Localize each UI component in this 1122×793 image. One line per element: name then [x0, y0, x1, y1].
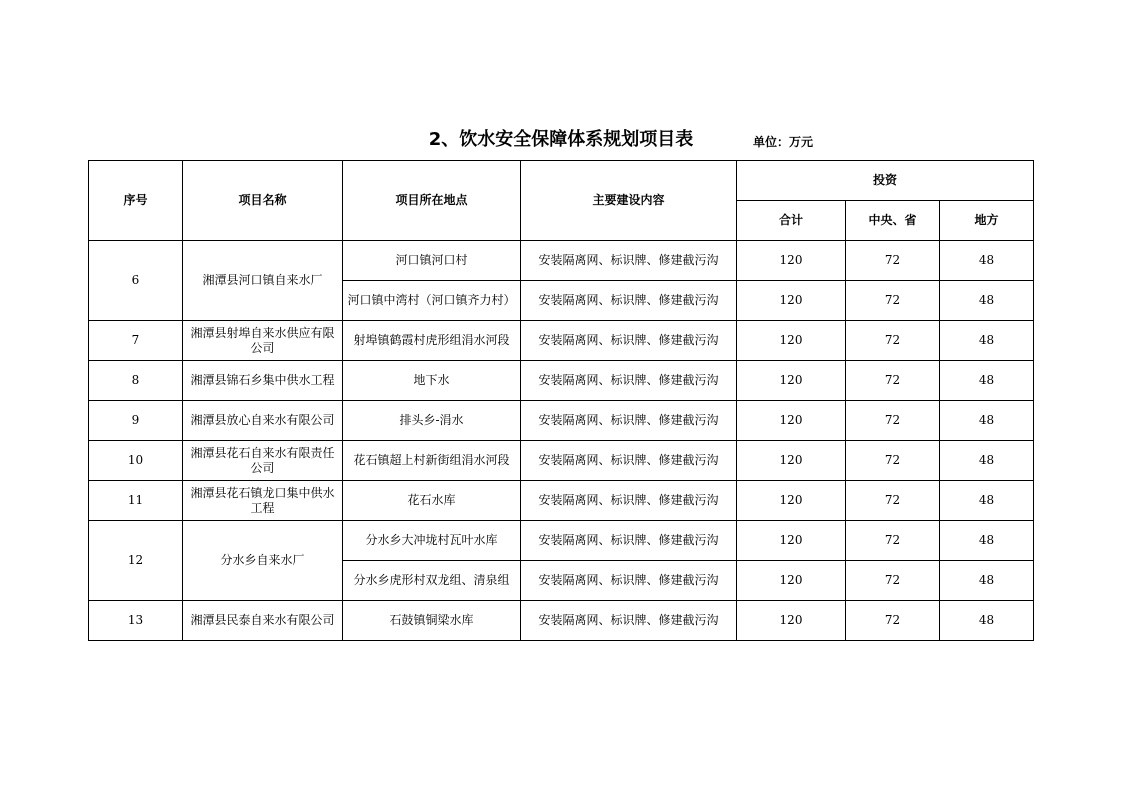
name-cell: 分水乡自来水厂: [183, 521, 343, 601]
central-cell: 72: [846, 321, 940, 361]
location-cell: 排头乡-涓水: [343, 401, 521, 441]
content-cell: 安装隔离网、标识牌、修建截污沟: [521, 401, 737, 441]
total-cell: 120: [737, 561, 846, 601]
seq-cell: 7: [89, 321, 183, 361]
name-cell: 湘潭县河口镇自来水厂: [183, 241, 343, 321]
name-cell: 湘潭县花石自来水有限责任公司: [183, 441, 343, 481]
content-cell: 安装隔离网、标识牌、修建截污沟: [521, 481, 737, 521]
local-cell: 48: [940, 361, 1034, 401]
header-seq: 序号: [89, 161, 183, 241]
table-row: [89, 601, 1034, 641]
header-row: [89, 161, 1034, 201]
central-cell: 72: [846, 401, 940, 441]
total-cell: 120: [737, 361, 846, 401]
table-row: [89, 521, 1034, 561]
central-cell: 72: [846, 281, 940, 321]
name-cell: 湘潭县民泰自来水有限公司: [183, 601, 343, 641]
table-row: [89, 401, 1034, 441]
central-cell: 72: [846, 561, 940, 601]
total-cell: 120: [737, 481, 846, 521]
table-row: [89, 481, 1034, 521]
content-cell: 安装隔离网、标识牌、修建截污沟: [521, 601, 737, 641]
local-cell: 48: [940, 481, 1034, 521]
header-local: 地方: [940, 201, 1034, 241]
content-cell: 安装隔离网、标识牌、修建截污沟: [521, 321, 737, 361]
local-cell: 48: [940, 521, 1034, 561]
central-cell: 72: [846, 481, 940, 521]
total-cell: 120: [737, 441, 846, 481]
header-total: 合计: [737, 201, 846, 241]
location-cell: 射埠镇鹤霞村虎形组涓水河段: [343, 321, 521, 361]
seq-cell: 6: [89, 241, 183, 321]
local-cell: 48: [940, 401, 1034, 441]
location-cell: 河口镇中湾村（河口镇齐力村）: [343, 281, 521, 321]
table-title: 2、饮水安全保障体系规划项目表: [428, 129, 694, 150]
total-cell: 120: [737, 601, 846, 641]
location-cell: 花石镇超上村新街组涓水河段: [343, 441, 521, 481]
total-cell: 120: [737, 401, 846, 441]
central-cell: 72: [846, 521, 940, 561]
central-cell: 72: [846, 601, 940, 641]
total-cell: 120: [737, 321, 846, 361]
name-cell: 湘潭县锦石乡集中供水工程: [183, 361, 343, 401]
central-cell: 72: [846, 361, 940, 401]
location-cell: 花石水库: [343, 481, 521, 521]
location-cell: 分水乡虎形村双龙组、清泉组: [343, 561, 521, 601]
name-cell: 湘潭县放心自来水有限公司: [183, 401, 343, 441]
content-cell: 安装隔离网、标识牌、修建截污沟: [521, 361, 737, 401]
seq-cell: 10: [89, 441, 183, 481]
central-cell: 72: [846, 241, 940, 281]
location-cell: 河口镇河口村: [343, 241, 521, 281]
local-cell: 48: [940, 601, 1034, 641]
header-name: 项目名称: [183, 161, 343, 241]
content-cell: 安装隔离网、标识牌、修建截污沟: [521, 561, 737, 601]
local-cell: 48: [940, 441, 1034, 481]
total-cell: 120: [737, 281, 846, 321]
content-cell: 安装隔离网、标识牌、修建截污沟: [521, 281, 737, 321]
seq-cell: 12: [89, 521, 183, 601]
content-cell: 安装隔离网、标识牌、修建截污沟: [521, 241, 737, 281]
content-cell: 安装隔离网、标识牌、修建截污沟: [521, 441, 737, 481]
total-cell: 120: [737, 521, 846, 561]
local-cell: 48: [940, 241, 1034, 281]
table-row: [89, 441, 1034, 481]
local-cell: 48: [940, 561, 1034, 601]
seq-cell: 8: [89, 361, 183, 401]
header-investment: 投资: [737, 161, 1034, 201]
header-location: 项目所在地点: [343, 161, 521, 241]
location-cell: 石鼓镇铜梁水库: [343, 601, 521, 641]
location-cell: 分水乡大冲垅村瓦叶水库: [343, 521, 521, 561]
header-content: 主要建设内容: [521, 161, 737, 241]
local-cell: 48: [940, 281, 1034, 321]
table-row: [89, 361, 1034, 401]
header-central: 中央、省: [846, 201, 940, 241]
seq-cell: 11: [89, 481, 183, 521]
name-cell: 湘潭县射埠自来水供应有限公司: [183, 321, 343, 361]
table-row: [89, 321, 1034, 361]
central-cell: 72: [846, 441, 940, 481]
content-cell: 安装隔离网、标识牌、修建截污沟: [521, 521, 737, 561]
table-row: [89, 241, 1034, 281]
unit-label: 单位：万元: [753, 135, 814, 149]
location-cell: 地下水: [343, 361, 521, 401]
seq-cell: 13: [89, 601, 183, 641]
project-table: [88, 160, 1034, 641]
name-cell: 湘潭县花石镇龙口集中供水工程: [183, 481, 343, 521]
total-cell: 120: [737, 241, 846, 281]
seq-cell: 9: [89, 401, 183, 441]
local-cell: 48: [940, 321, 1034, 361]
